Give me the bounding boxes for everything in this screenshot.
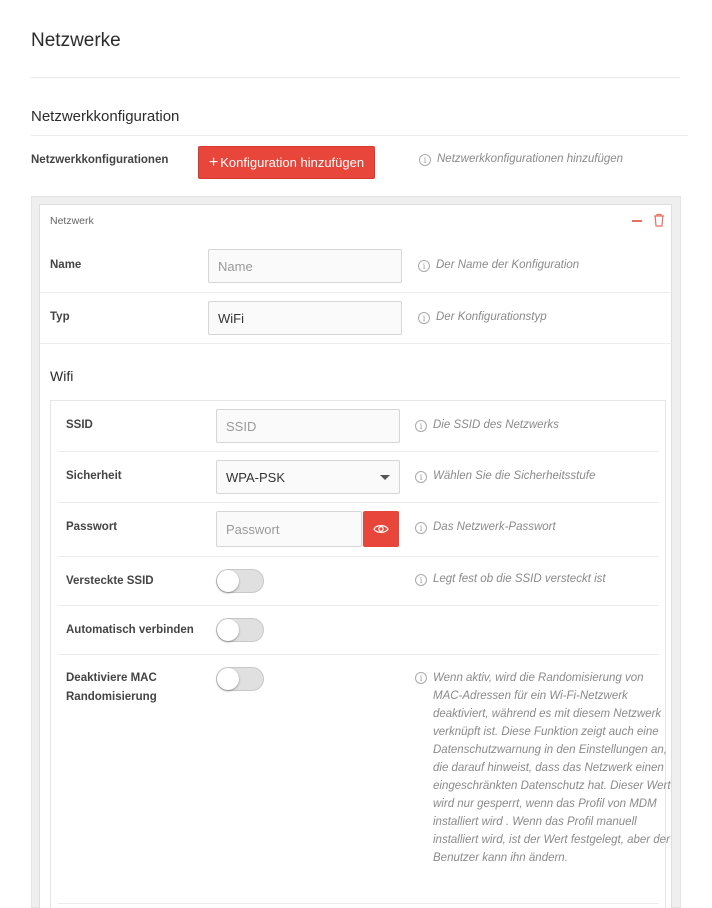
hint-text: Der Name der Konfiguration (436, 259, 580, 271)
name-input[interactable] (208, 249, 402, 283)
plus-icon: + (208, 153, 219, 171)
type-input[interactable] (208, 301, 402, 335)
network-configurations-hint (419, 153, 623, 166)
password-hint (415, 521, 556, 534)
auto-join-toggle[interactable] (216, 618, 264, 642)
hidden-ssid-label: Versteckte SSID (66, 575, 154, 587)
info-icon: i (418, 312, 430, 324)
password-label: Passwort (66, 521, 118, 533)
info-icon: i (415, 672, 427, 684)
collapse-icon[interactable] (632, 220, 642, 222)
toggle-knob (217, 570, 239, 592)
mac-randomization-toggle[interactable] (216, 667, 264, 691)
ssid-label: SSID (66, 419, 93, 431)
show-password-button[interactable] (363, 511, 399, 547)
hint-text: Netzwerkkonfigurationen hinzufügen (437, 153, 624, 165)
page-title: Netzwerke (31, 30, 121, 51)
security-hint (415, 470, 595, 483)
info-icon: i (415, 420, 427, 432)
info-icon: i (415, 522, 427, 534)
wifi-section-title: Wifi (50, 368, 74, 384)
security-select[interactable] (216, 460, 400, 494)
ssid-hint (415, 419, 559, 432)
hint-text: Die SSID des Netzwerks (433, 419, 559, 431)
security-row (58, 452, 659, 503)
trash-icon[interactable] (653, 213, 665, 227)
eye-icon (373, 523, 389, 535)
name-row (40, 241, 673, 293)
hidden-ssid-hint (415, 573, 606, 586)
wifi-panel (50, 400, 671, 908)
network-card (39, 204, 672, 908)
info-icon: i (415, 574, 427, 586)
hidden-ssid-toggle[interactable] (216, 569, 264, 593)
network-configurations-label: Netzwerkkonfigurationen (31, 154, 169, 166)
add-configuration-button[interactable] (198, 146, 375, 179)
type-hint (418, 311, 547, 324)
mac-randomization-label: Deaktiviere MAC Randomisierung (66, 672, 157, 703)
info-icon: i (419, 154, 431, 166)
ssid-input[interactable] (216, 409, 400, 443)
name-label: Name (50, 259, 82, 271)
hint-text: Das Netzwerk-Passwort (433, 521, 556, 533)
mac-randomization-hint (415, 669, 673, 867)
hidden-ssid-row (58, 557, 659, 606)
hint-text: Legt fest ob die SSID versteckt ist (433, 573, 606, 585)
hint-text: Der Konfigurationstyp (436, 311, 547, 323)
auto-join-row (58, 606, 659, 655)
add-configuration-label: Konfiguration hinzufügen (220, 155, 365, 170)
hint-text: Wählen Sie die Sicherheitsstufe (433, 470, 596, 482)
auto-join-label: Automatisch verbinden (66, 624, 194, 636)
name-hint (418, 259, 579, 272)
network-configurations-row (31, 136, 681, 186)
hint-text: Wenn aktiv, wird die Randomisierung von MAC-Adressen für ein Wi-Fi-Netzwerk deaktiviert, während es mit diesem Netzwerk verknüpft ist. Diese Funktion zeigt auch eine Datenschutzwarnung in den Einstellungen an, die darauf hinweist, dass das Netzwerk einen eingeschränkten Datenschutz hat. Dieser Wert wird nur gesperrt, wenn das Profil von MDM installiert wird . Wenn das Profil manuell installiert wird, ist der Wert festgelegt, aber der Benutzer kann ihn ändern. (433, 672, 671, 864)
mac-randomization-row (58, 655, 671, 904)
type-label: Typ (50, 311, 70, 323)
network-card-header: Netzwerk (50, 215, 94, 227)
security-label: Sicherheit (66, 470, 122, 482)
chevron-down-icon (380, 475, 390, 480)
section-title: Netzwerkkonfiguration (31, 108, 180, 125)
ssid-row (58, 401, 659, 452)
type-row (40, 293, 673, 344)
password-row (58, 503, 659, 557)
info-icon: i (415, 471, 427, 483)
divider (31, 77, 680, 78)
password-input[interactable] (216, 511, 362, 547)
info-icon: i (418, 260, 430, 272)
security-selected-value: WPA-PSK (226, 469, 285, 485)
toggle-knob (217, 619, 239, 641)
toggle-knob (217, 668, 239, 690)
